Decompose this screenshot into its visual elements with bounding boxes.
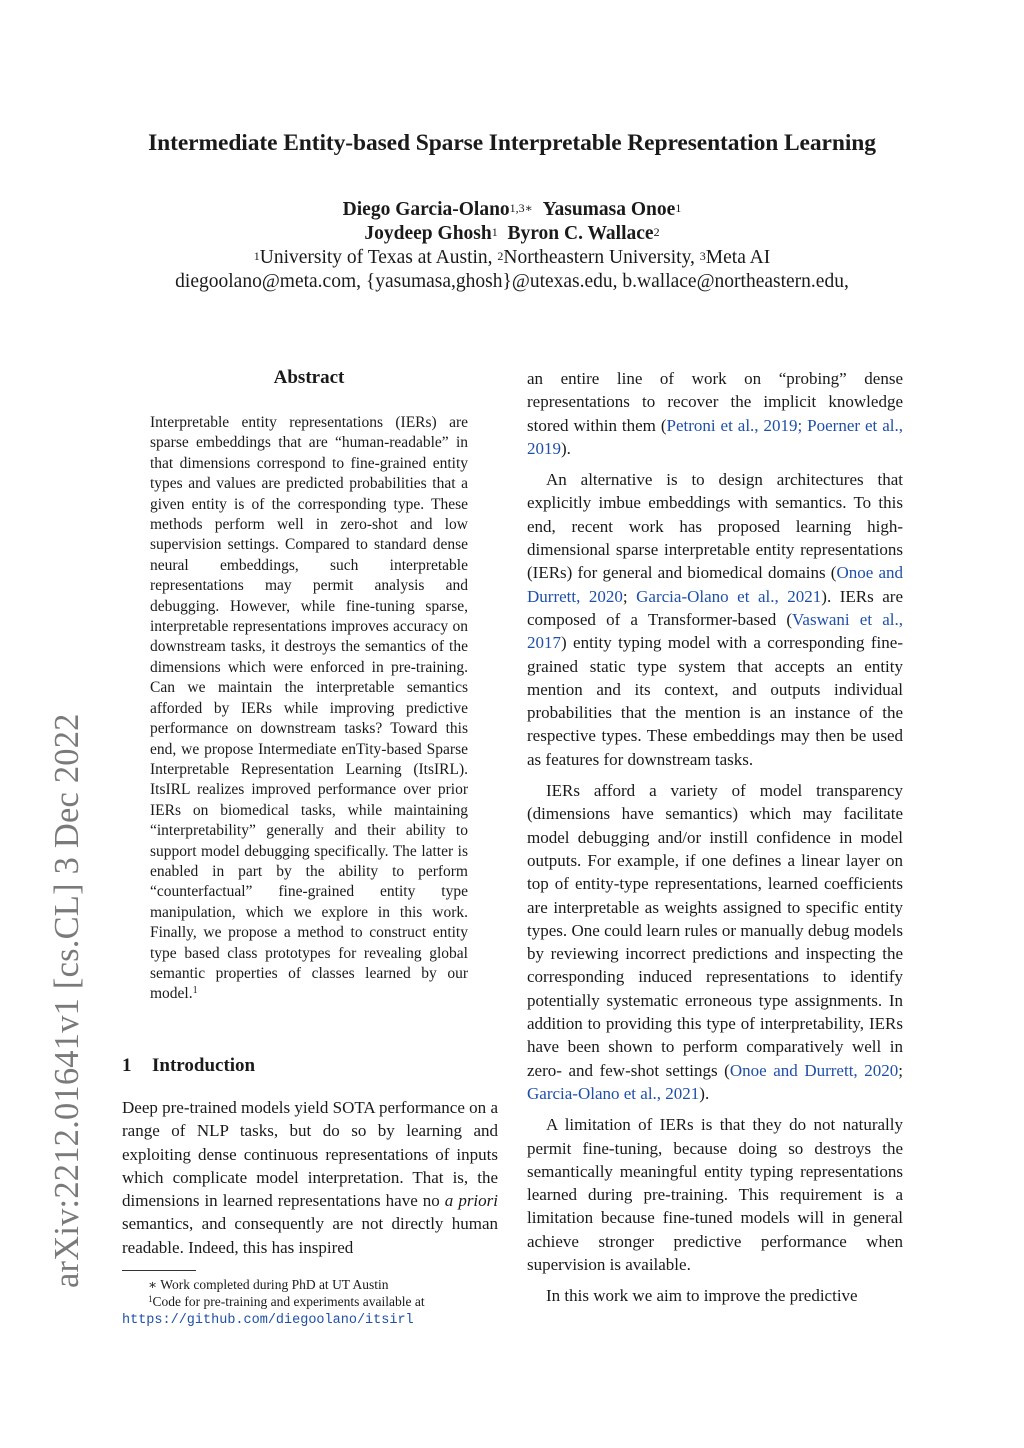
section-title: Introduction xyxy=(152,1055,256,1076)
code-url-link[interactable]: https://github.com/diegoolano/itsirl xyxy=(122,1313,414,1328)
arxiv-identifier[interactable]: arXiv:2212.01641v1 [cs.CL] 3 Dec 2022 xyxy=(48,713,86,1288)
author-name: Joydeep Ghosh xyxy=(364,223,492,244)
author-affil-mark: 1,3∗ xyxy=(509,201,533,215)
intro-italic-text: a priori xyxy=(444,1191,498,1211)
footnote-mark: 1 xyxy=(148,1294,153,1304)
citation-link[interactable]: Vaswani et al., 2017 xyxy=(527,609,903,653)
footnote-2 xyxy=(122,1293,498,1310)
affiliation: University of Texas at Austin, xyxy=(259,247,498,268)
paragraph-text: IERs afford a variety of model transparency (dimensions have semantics) which may facilitate model debugging and/or instill confidence in model outputs. For example, if one defines a linear layer on top of entity-type representations, learned coefficients are interpretable as weights assigned to specific entity types. One could learn rules or manually debug models by reviewing incorrect predictions and inspecting the corresponding induced representations to identify potentially systematic erroneous type assignments. In addition to providing this type of interpretability, IERs have been shown to perform comparatively well in zero- and few-shot settings ( xyxy=(527,781,903,1080)
author-affil-mark: 1 xyxy=(675,201,682,215)
footnote-2-link[interactable] xyxy=(122,1310,498,1329)
footnote-mark[interactable]: 1 xyxy=(192,985,198,997)
paragraph-text: ). xyxy=(699,1083,710,1103)
paragraph-text: ) entity typing model with a corresponding fine-grained static type system that accepts an entity mention and its context, and outputs individual probabilities that the mention is an instance of the respective types. These embeddings may then be used as features for downstream tasks. xyxy=(527,633,903,769)
section-number: 1 xyxy=(122,1055,132,1076)
paragraph-text: ). IERs are composed of a Transformer-based ( xyxy=(527,586,904,629)
author-name: Yasumasa Onoe xyxy=(542,199,676,220)
affil-mark: 3 xyxy=(699,249,706,263)
intro-paragraph xyxy=(122,1096,498,1259)
author-line-1 xyxy=(0,198,1024,222)
author-affil-mark: 1 xyxy=(491,225,498,239)
affil-mark: 2 xyxy=(497,249,504,263)
author-name: Byron C. Wallace xyxy=(507,223,654,244)
right-column xyxy=(527,367,903,1316)
intro-text: Deep pre-trained models yield SOTA performance on a range of NLP tasks, but do so by learning and exploiting dense continuous representations of inputs which complicate model interpretation. That is, the dimensions in learned representations have no xyxy=(122,1098,498,1211)
footnotes xyxy=(122,1276,498,1329)
author-name: Diego Garcia-Olano xyxy=(342,199,510,220)
footnote-text: Code for pre-training and experiments available at xyxy=(152,1294,425,1309)
paragraph xyxy=(527,367,903,460)
paragraph: A limitation of IERs is that they do not naturally permit fine-tuning, because doing so destroys the semantically meaningful entity typing representations learned during pre-training. This requirement is a limitation because fine-tuned models will in general achieve stronger predictive performance when supervision is available. xyxy=(527,1115,903,1274)
paragraph-text: an entire line of work on “probing” dense representations to recover the implicit knowledge stored within them ( xyxy=(527,369,903,435)
author-affil-mark: 2 xyxy=(653,225,660,239)
citation-link[interactable]: Garcia-Olano et al., 2021 xyxy=(527,1083,700,1103)
section-heading-introduction xyxy=(122,1055,255,1077)
intro-text: semantics, and consequently are not directly human readable. Indeed, this has inspired xyxy=(122,1214,498,1257)
footnote-divider xyxy=(122,1270,196,1271)
author-block xyxy=(0,198,1024,294)
citation-link[interactable]: Petroni et al., 2019; Poerner et al., 2019 xyxy=(527,415,903,458)
affiliation: Meta AI xyxy=(705,247,771,268)
affil-mark: 1 xyxy=(253,249,260,263)
affiliations xyxy=(0,246,1024,270)
abstract-text: Interpretable entity representations (IERs) are sparse embeddings that are “human-readable” in that dimensions correspond to fine-grained entity types and values are predicted probabilities that a given entity is of the corresponding type. These methods perform well in zero-shot and low supervision settings. Compared to standard dense neural embeddings, such interpretable representations may permit analysis and debugging. However, while fine-tuning sparse, interpretable representations improves accuracy on downstream tasks, it destroys the semantics of the dimensions which were enforced in pre-training. Can we maintain the interpretable semantics afforded by IERs while improving predictive performance on downstream tasks? Toward this end, we propose Intermediate enTity-based Sparse Interpretable Representation Learning (ItsIRL). ItsIRL realizes improved performance over prior IERs on biomedical tasks, while maintaining “interpretability” generally and their ability to support model debugging specifically. The latter is enabled in part by the ability to perform “counterfactual” fine-grained entity type manipulation, which we explore in this work. Finally, we propose a method to construct entity type based class prototypes for revealing global semantic properties of classes learned by our model. xyxy=(150,414,468,1003)
citation-link[interactable]: Onoe and Durrett, 2020 xyxy=(527,563,903,606)
abstract-heading: Abstract xyxy=(273,367,345,388)
paragraph xyxy=(527,468,903,771)
footnote-1: ∗ Work completed during PhD at UT Austin xyxy=(148,1277,389,1292)
citation-link[interactable]: Onoe and Durrett, 2020 xyxy=(729,1060,899,1080)
paragraph: In this work we aim to improve the predictive xyxy=(546,1286,858,1306)
paragraph xyxy=(527,779,903,1105)
abstract-body xyxy=(150,413,468,1005)
author-line-2 xyxy=(0,222,1024,246)
author-emails: diegoolano@meta.com, {yasumasa,ghosh}@utexas.edu, b.wallace@northeastern.edu, xyxy=(175,271,849,292)
paper-title: Intermediate Entity-based Sparse Interpretable Representation Learning xyxy=(148,130,876,156)
paragraph-text: ). xyxy=(561,438,571,458)
arxiv-sidebar xyxy=(8,248,88,1296)
paragraph-text: An alternative is to design architectures that explicitly imbue embeddings with semantics. To this end, recent work has proposed learning high-dimensional sparse interpretable entity representations (IERs) for general and biomedical domains ( xyxy=(527,470,903,583)
affiliation: Northeastern University, xyxy=(503,247,700,268)
paragraph-text: ; xyxy=(898,1060,903,1080)
paragraph-text: ; xyxy=(622,586,637,606)
citation-link[interactable]: Garcia-Olano et al., 2021 xyxy=(636,586,822,606)
